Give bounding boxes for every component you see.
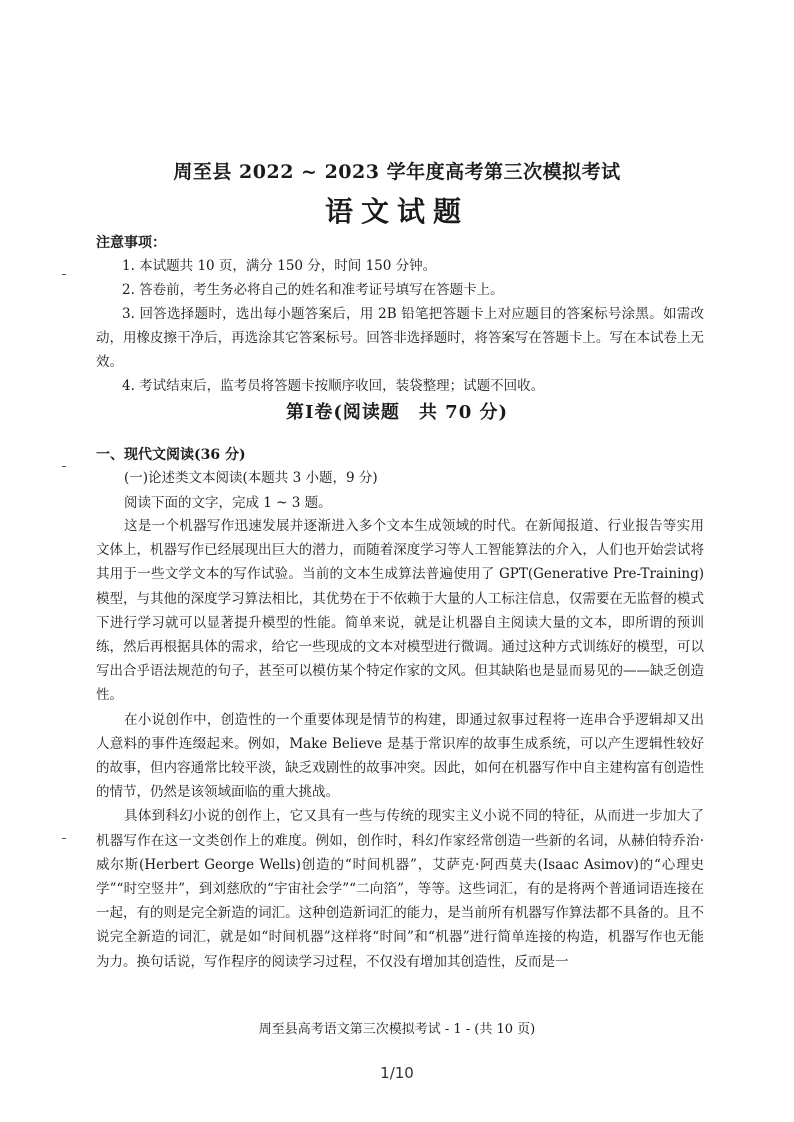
notice-item: 3. 回答选择题时，选出每小题答案后，用 2B 铅笔把答题卡上对应题目的答案标号涂黑。如需改动，用橡皮擦干净后，再选涂其它答案标号。回答非选择题时，将答案写在答题卡上。写在本试卷上无效。 [96,306,704,370]
passage-paragraph: 这是一个机器写作迅速发展并逐渐进入多个文本生成领域的时代。在新闻报道、行业报告等实用文体上，机器写作已经展现出巨大的潜力，而随着深度学习等人工智能算法的介入，人们也开始尝试将其用于一些文学文本的写作试验。当前的文本生成算法普遍使用了 GPT(Generative Pre-Training)模型，与其他的深度学习算法相比，其优势在于不依赖于大量的人工标注信息，仅需要在无监督的模式下进行学习就可以显著提升模型的性能。简单来说，就是让机器自主阅读大量的文本，即所谓的预训练，然后再根据具体的需求，给它一些现成的文本对模型进行微调。通过这种方式训练好的模型，可以写出合乎语法规范的句子，甚至可以模仿某个特定作家的文风。但其缺陷也是显而易见的——缺乏创造性。 [96,518,704,704]
binding-mark [62,838,66,839]
notice-item: 2. 答卷前，考生务必将自己的姓名和准考证号填写在答题卡上。 [122,282,504,298]
page-indicator: 1/10 [380,1064,414,1082]
part-heading: 第Ⅰ卷(阅读题 共 70 分) [285,402,509,423]
notice-item: 4. 考试结束后，监考员将答题卡按顺序收回，装袋整理；试题不回收。 [122,378,545,394]
subject-title: 语文试题 [324,195,469,228]
running-footer: 周至县高考语文第三次模拟考试 - 1 - (共 10 页) [258,1022,536,1037]
notice-heading: 注意事项： [96,235,166,251]
notice-item: 1. 本试题共 10 页，满分 150 分，时间 150 分钟。 [122,258,437,274]
passage-paragraph: 在小说创作中，创造性的一个重要体现是情节的构建，即通过叙事过程将一连串合乎逻辑却又出人意料的事件连缀起来。例如，Make Believe 是基于常识库的故事生成系统，可以产生逻辑性较好的故事，但内容通常比较平淡，缺乏戏剧性的故事冲突。因此，如何在机器写作中自主建构富有创造性的情节，仍然是该领域面临的重大挑战。 [96,711,704,801]
reading-passage [96,514,704,974]
binding-mark [62,274,66,275]
exam-title: 周至县 2022 ~ 2023 学年度高考第三次模拟考试 [173,161,621,183]
passage-paragraph: 具体到科幻小说的创作上，它又具有一些与传统的现实主义小说不同的特征，从而进一步加大了机器写作在这一文类创作上的难度。例如，创作时，科幻作家经常创造一些新的名词，从赫伯特乔治·威尔斯(Herbert George Wells)创造的“时间机器”，艾萨克·阿西莫夫(Isaac Asimov)的“心理史学”“时空竖井”，到刘慈欣的“宇宙社会学”“二向箔”，等等。这些词汇，有的是将两个普通词语连接在一起，有的则是完全新造的词汇。这种创造新词汇的能力，是当前所有机器写作算法都不具备的。且不说完全新造的词汇，就是如“时间机器”这样将“时间”和“机器”进行简单连接的构造，机器写作也无能为力。换句话说，写作程序的阅读学习过程，不仅没有增加其创造性，反而是一 [96,808,704,970]
section-heading: 一、现代文阅读(36 分) [96,447,246,463]
binding-mark [62,466,66,467]
notice-list [96,254,704,398]
reading-instruction: 阅读下面的文字，完成 1 ~ 3 题。 [124,495,332,511]
subsection-heading: (一)论述类文本阅读(本题共 3 小题，9 分) [124,470,378,486]
